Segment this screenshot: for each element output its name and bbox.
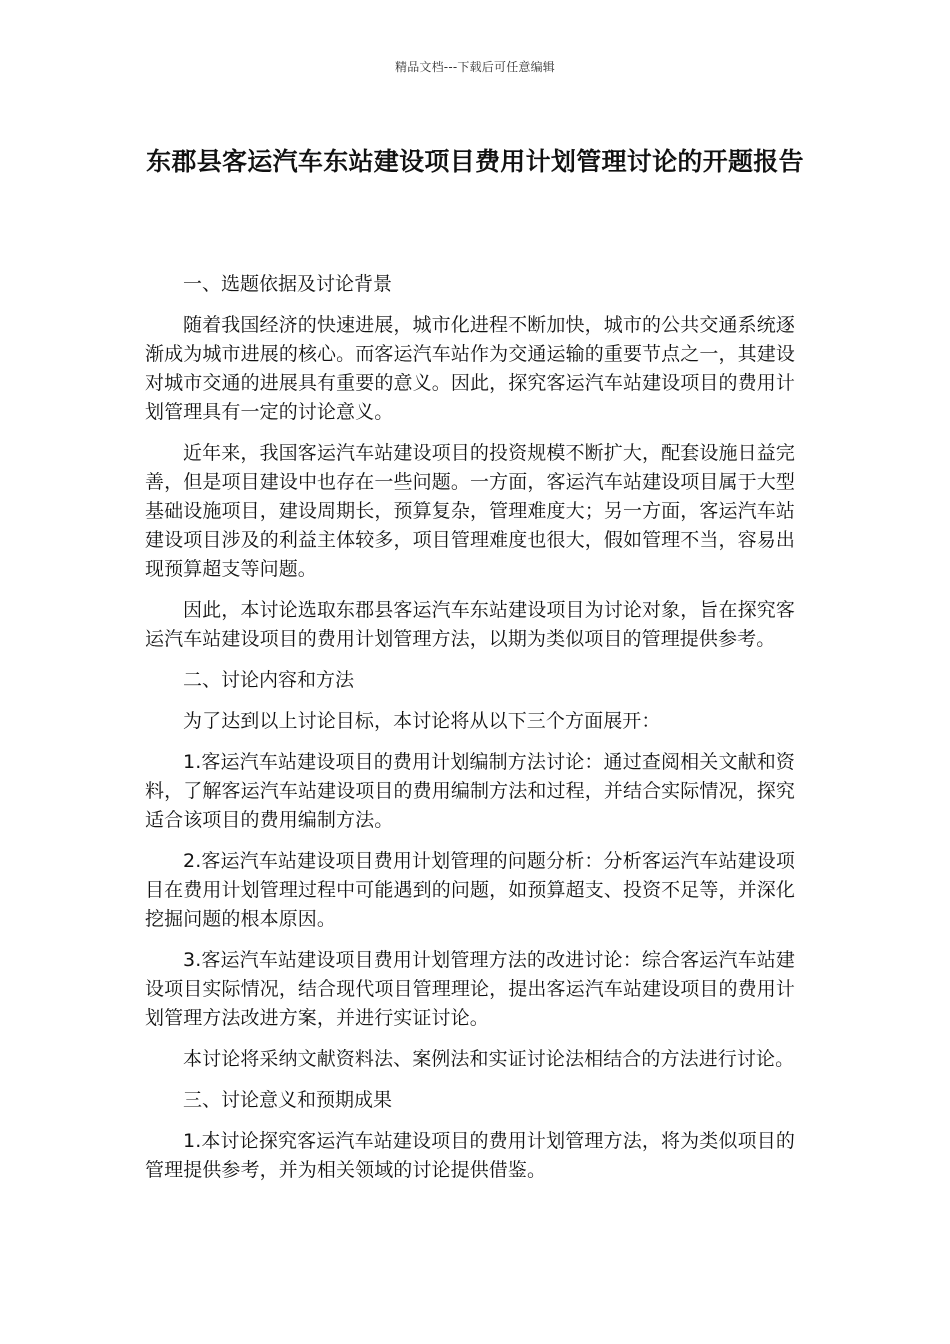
header-note: 精品文档---下载后可任意编辑 bbox=[395, 60, 555, 74]
list-item-paragraph: 1.本讨论探究客运汽车站建设项目的费用计划管理方法，将为类似项目的管理提供参考，并为相关领域的讨论提供借鉴。 bbox=[145, 1130, 795, 1181]
list-item-paragraph: 3.客运汽车站建设项目费用计划管理方法的改进讨论：综合客运汽车站建设项目实际情况，结合现代项目管理理论，提出客运汽车站建设项目的费用计划管理方法改进方案，并进行实证讨论。 bbox=[145, 949, 795, 1029]
body-paragraph: 近年来，我国客运汽车站建设项目的投资规模不断扩大，配套设施日益完善，但是项目建设中也存在一些问题。一方面，客运汽车站建设项目属于大型基础设施项目，建设周期长，预算复杂，管理难度大；另一方面，客运汽车站建设项目涉及的利益主体较多，项目管理难度也很大，假如管理不当，容易出现预算超支等问题。 bbox=[145, 442, 795, 580]
body-paragraph: 本讨论将采纳文献资料法、案例法和实证讨论法相结合的方法进行讨论。 bbox=[183, 1048, 795, 1070]
list-item-paragraph: 2.客运汽车站建设项目费用计划管理的问题分析：分析客运汽车站建设项目在费用计划管理过程中可能遇到的问题，如预算超支、投资不足等，并深化挖掘问题的根本原因。 bbox=[145, 850, 795, 930]
section-heading-content-methods: 二、讨论内容和方法 bbox=[183, 669, 355, 691]
document-title: 东郡县客运汽车东站建设项目费用计划管理讨论的开题报告 bbox=[146, 147, 804, 176]
section-heading-significance: 三、讨论意义和预期成果 bbox=[183, 1089, 393, 1111]
body-paragraph: 因此，本讨论选取东郡县客运汽车东站建设项目为讨论对象，旨在探究客运汽车站建设项目的费用计划管理方法，以期为类似项目的管理提供参考。 bbox=[145, 599, 795, 650]
list-item-paragraph: 1.客运汽车站建设项目的费用计划编制方法讨论：通过查阅相关文献和资料，了解客运汽车站建设项目的费用编制方法和过程，并结合实际情况，探究适合该项目的费用编制方法。 bbox=[145, 751, 795, 831]
body-paragraph: 随着我国经济的快速进展，城市化进程不断加快，城市的公共交通系统逐渐成为城市进展的核心。而客运汽车站作为交通运输的重要节点之一，其建设对城市交通的进展具有重要的意义。因此，探究客运汽车站建设项目的费用计划管理具有一定的讨论意义。 bbox=[145, 314, 795, 423]
section-heading-background: 一、选题依据及讨论背景 bbox=[183, 273, 393, 295]
document-body bbox=[145, 270, 795, 1197]
body-paragraph: 为了达到以上讨论目标，本讨论将从以下三个方面展开： bbox=[183, 710, 661, 732]
